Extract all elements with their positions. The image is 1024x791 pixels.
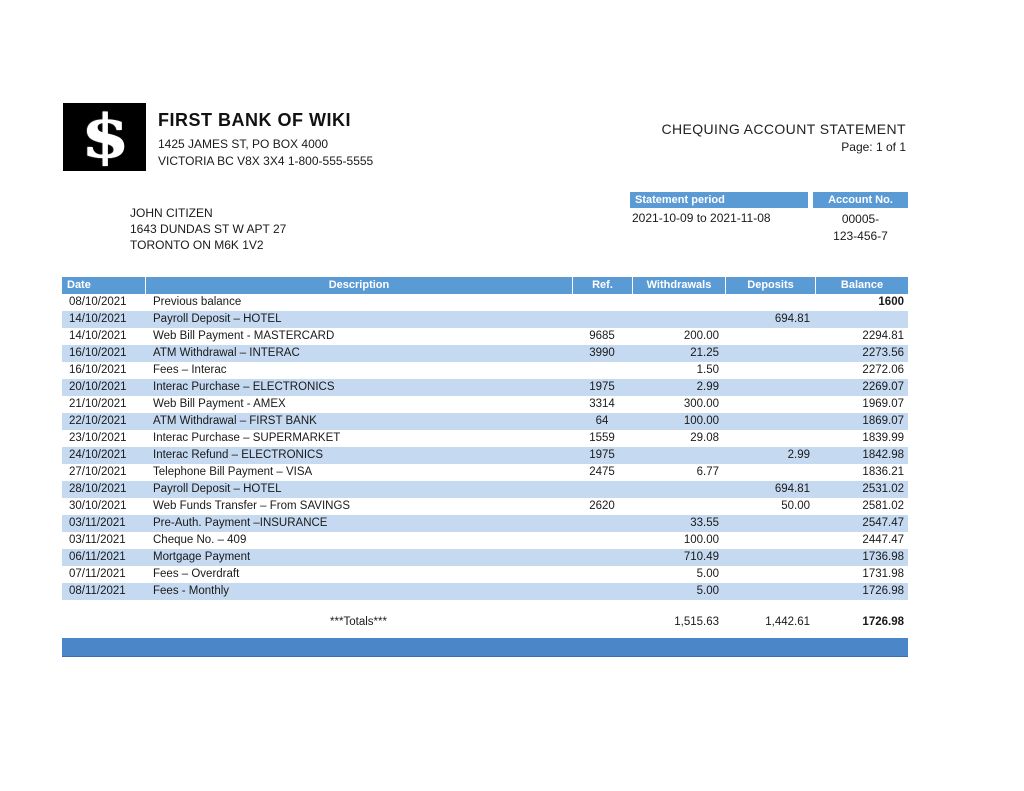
customer-name: JOHN CITIZEN (130, 206, 213, 220)
column-header-balance: Balance (815, 277, 908, 294)
cell-deposit (725, 583, 815, 600)
cell-ref (572, 532, 632, 549)
cell-deposit (725, 396, 815, 413)
cell-ref (572, 362, 632, 379)
table-row (62, 481, 908, 498)
cell-date: 22/10/2021 (69, 415, 127, 427)
cell-withdrawal: 200.00 (683, 330, 719, 342)
cell-withdrawal: 300.00 (683, 398, 719, 410)
cell-ref (572, 583, 632, 600)
table-row (62, 413, 908, 430)
customer-address-line1: 1643 DUNDAS ST W APT 27 (130, 222, 287, 236)
table-row (62, 498, 908, 515)
bank-address-line1: 1425 JAMES ST, PO BOX 4000 (158, 137, 329, 151)
column-header-date: Date (67, 279, 91, 291)
cell-description: Interac Purchase – SUPERMARKET (153, 432, 341, 444)
statement-title: CHEQUING ACCOUNT STATEMENT (661, 121, 906, 137)
cell-date: 21/10/2021 (69, 398, 127, 410)
cell-withdrawal (632, 447, 725, 464)
table-row (62, 294, 908, 311)
table-row (62, 532, 908, 549)
cell-deposit: 50.00 (781, 500, 810, 512)
cell-date: 16/10/2021 (69, 347, 127, 359)
cell-ref: 64 (595, 415, 609, 427)
cell-date: 30/10/2021 (69, 500, 127, 512)
cell-withdrawal: 33.55 (690, 517, 719, 529)
table-row (62, 447, 908, 464)
cell-description: ATM Withdrawal – INTERAC (153, 347, 300, 359)
table-row (62, 549, 908, 566)
cell-deposit (725, 362, 815, 379)
cell-balance: 2547.47 (862, 517, 904, 529)
cell-deposit: 694.81 (774, 313, 810, 325)
cell-deposit (725, 379, 815, 396)
cell-withdrawal: 5.00 (696, 568, 719, 580)
cell-deposit (725, 464, 815, 481)
cell-balance: 2269.07 (862, 381, 904, 393)
table-row (62, 464, 908, 481)
cell-date: 24/10/2021 (69, 449, 127, 461)
cell-withdrawal: 6.77 (696, 466, 719, 478)
dollar-sign-icon: $ (80, 102, 129, 172)
account-number-line2: 123-456-7 (833, 229, 888, 243)
cell-balance: 1726.98 (862, 585, 904, 597)
cell-balance: 1842.98 (862, 449, 904, 461)
cell-description: Web Bill Payment - MASTERCARD (153, 330, 335, 342)
cell-ref: 3990 (589, 347, 615, 359)
cell-balance: 1869.07 (862, 415, 904, 427)
cell-ref: 1975 (589, 381, 615, 393)
cell-balance: 1839.99 (862, 432, 904, 444)
cell-deposit (725, 294, 815, 311)
account-number-value (813, 211, 908, 245)
cell-ref (572, 515, 632, 532)
column-header-description: Description (145, 277, 572, 294)
cell-withdrawal: 5.00 (696, 585, 719, 597)
cell-withdrawal: 710.49 (683, 551, 719, 563)
totals-withdrawals: 1,515.63 (674, 616, 719, 628)
cell-deposit: 2.99 (787, 449, 810, 461)
table-header-row (62, 277, 908, 294)
cell-ref (572, 566, 632, 583)
cell-deposit: 694.81 (774, 483, 810, 495)
cell-description: Web Bill Payment - AMEX (153, 398, 286, 410)
table-row (62, 515, 908, 532)
cell-ref: 2620 (589, 500, 615, 512)
cell-deposit (725, 532, 815, 549)
cell-deposit (725, 515, 815, 532)
cell-description: Cheque No. – 409 (153, 534, 247, 546)
cell-withdrawal: 21.25 (690, 347, 719, 359)
bank-address-line2: VICTORIA BC V8X 3X4 1-800-555-5555 (158, 154, 374, 168)
cell-description: Previous balance (153, 296, 242, 308)
table-row (62, 379, 908, 396)
cell-description: ATM Withdrawal – FIRST BANK (153, 415, 317, 427)
totals-balance: 1726.98 (862, 616, 904, 628)
account-number-line1: 00005- (841, 212, 880, 226)
table-row (62, 396, 908, 413)
cell-description: Pre-Auth. Payment –INSURANCE (153, 517, 328, 529)
cell-deposit (725, 328, 815, 345)
table-row (62, 583, 908, 600)
cell-balance: 2581.02 (862, 500, 904, 512)
cell-date: 08/11/2021 (69, 585, 126, 597)
table-row (62, 362, 908, 379)
cell-description: Payroll Deposit – HOTEL (153, 483, 282, 495)
cell-description: Fees - Monthly (153, 585, 230, 597)
cell-date: 28/10/2021 (69, 483, 127, 495)
cell-ref: 2475 (589, 466, 615, 478)
customer-address-block (130, 205, 286, 253)
cell-date: 03/11/2021 (69, 534, 126, 546)
totals-deposits: 1,442.61 (765, 616, 810, 628)
totals-row (62, 613, 908, 631)
cell-date: 06/11/2021 (69, 551, 126, 563)
cell-description: Fees – Interac (153, 364, 227, 376)
cell-balance: 2273.56 (862, 347, 904, 359)
cell-deposit (725, 430, 815, 447)
footer-bar (62, 638, 908, 657)
cell-deposit (725, 345, 815, 362)
statement-period-value: 2021-10-09 to 2021-11-08 (632, 211, 771, 225)
cell-ref: 9685 (589, 330, 615, 342)
totals-label: ***Totals*** (330, 616, 387, 628)
cell-ref: 1975 (589, 449, 615, 461)
cell-date: 07/11/2021 (69, 568, 126, 580)
cell-balance: 1836.21 (862, 466, 904, 478)
cell-withdrawal (632, 498, 725, 515)
cell-ref (572, 294, 632, 311)
cell-balance: 2272.06 (862, 364, 904, 376)
cell-description: Interac Refund – ELECTRONICS (153, 449, 324, 461)
cell-description: Mortgage Payment (153, 551, 251, 563)
cell-withdrawal: 1.50 (696, 364, 719, 376)
table-row (62, 345, 908, 362)
cell-withdrawal: 2.99 (696, 381, 719, 393)
cell-balance: 1736.98 (862, 551, 904, 563)
customer-address-line2: TORONTO ON M6K 1V2 (130, 238, 264, 252)
cell-withdrawal (632, 481, 725, 498)
cell-date: 27/10/2021 (69, 466, 127, 478)
statement-period-header: Statement period (630, 192, 808, 208)
bank-name: FIRST BANK OF WIKI (158, 110, 351, 130)
table-body (62, 294, 908, 600)
cell-ref: 1559 (589, 432, 615, 444)
cell-balance: 1600 (878, 296, 904, 308)
cell-date: 16/10/2021 (69, 364, 127, 376)
cell-withdrawal: 29.08 (690, 432, 719, 444)
cell-deposit (725, 566, 815, 583)
cell-date: 03/11/2021 (69, 517, 126, 529)
cell-withdrawal (632, 311, 725, 328)
cell-deposit (725, 549, 815, 566)
cell-balance: 1969.07 (862, 398, 904, 410)
table-row (62, 430, 908, 447)
cell-date: 23/10/2021 (69, 432, 127, 444)
table-row (62, 566, 908, 583)
cell-balance (815, 311, 908, 328)
cell-date: 14/10/2021 (69, 330, 127, 342)
cell-description: Fees – Overdraft (153, 568, 240, 580)
column-header-ref: Ref. (572, 277, 632, 294)
cell-withdrawal: 100.00 (683, 415, 719, 427)
cell-ref: 3314 (589, 398, 615, 410)
cell-description: Interac Purchase – ELECTRONICS (153, 381, 335, 393)
page-number: Page: 1 of 1 (841, 140, 906, 154)
cell-ref (572, 549, 632, 566)
cell-withdrawal: 100.00 (683, 534, 719, 546)
cell-date: 08/10/2021 (69, 296, 127, 308)
cell-balance: 2447.47 (862, 534, 904, 546)
cell-date: 14/10/2021 (69, 313, 127, 325)
cell-ref (572, 481, 632, 498)
bank-logo (63, 103, 146, 171)
cell-ref (572, 311, 632, 328)
cell-balance: 1731.98 (862, 568, 904, 580)
cell-description: Web Funds Transfer – From SAVINGS (153, 500, 351, 512)
cell-date: 20/10/2021 (69, 381, 127, 393)
column-header-deposits: Deposits (725, 277, 815, 294)
cell-withdrawal (632, 294, 725, 311)
cell-balance: 2294.81 (862, 330, 904, 342)
column-header-withdrawals: Withdrawals (632, 277, 725, 294)
cell-balance: 2531.02 (862, 483, 904, 495)
cell-deposit (725, 413, 815, 430)
account-number-header: Account No. (813, 192, 908, 208)
table-row (62, 328, 908, 345)
transactions-table (62, 277, 908, 600)
table-row (62, 311, 908, 328)
cell-description: Payroll Deposit – HOTEL (153, 313, 282, 325)
cell-description: Telephone Bill Payment – VISA (153, 466, 313, 478)
